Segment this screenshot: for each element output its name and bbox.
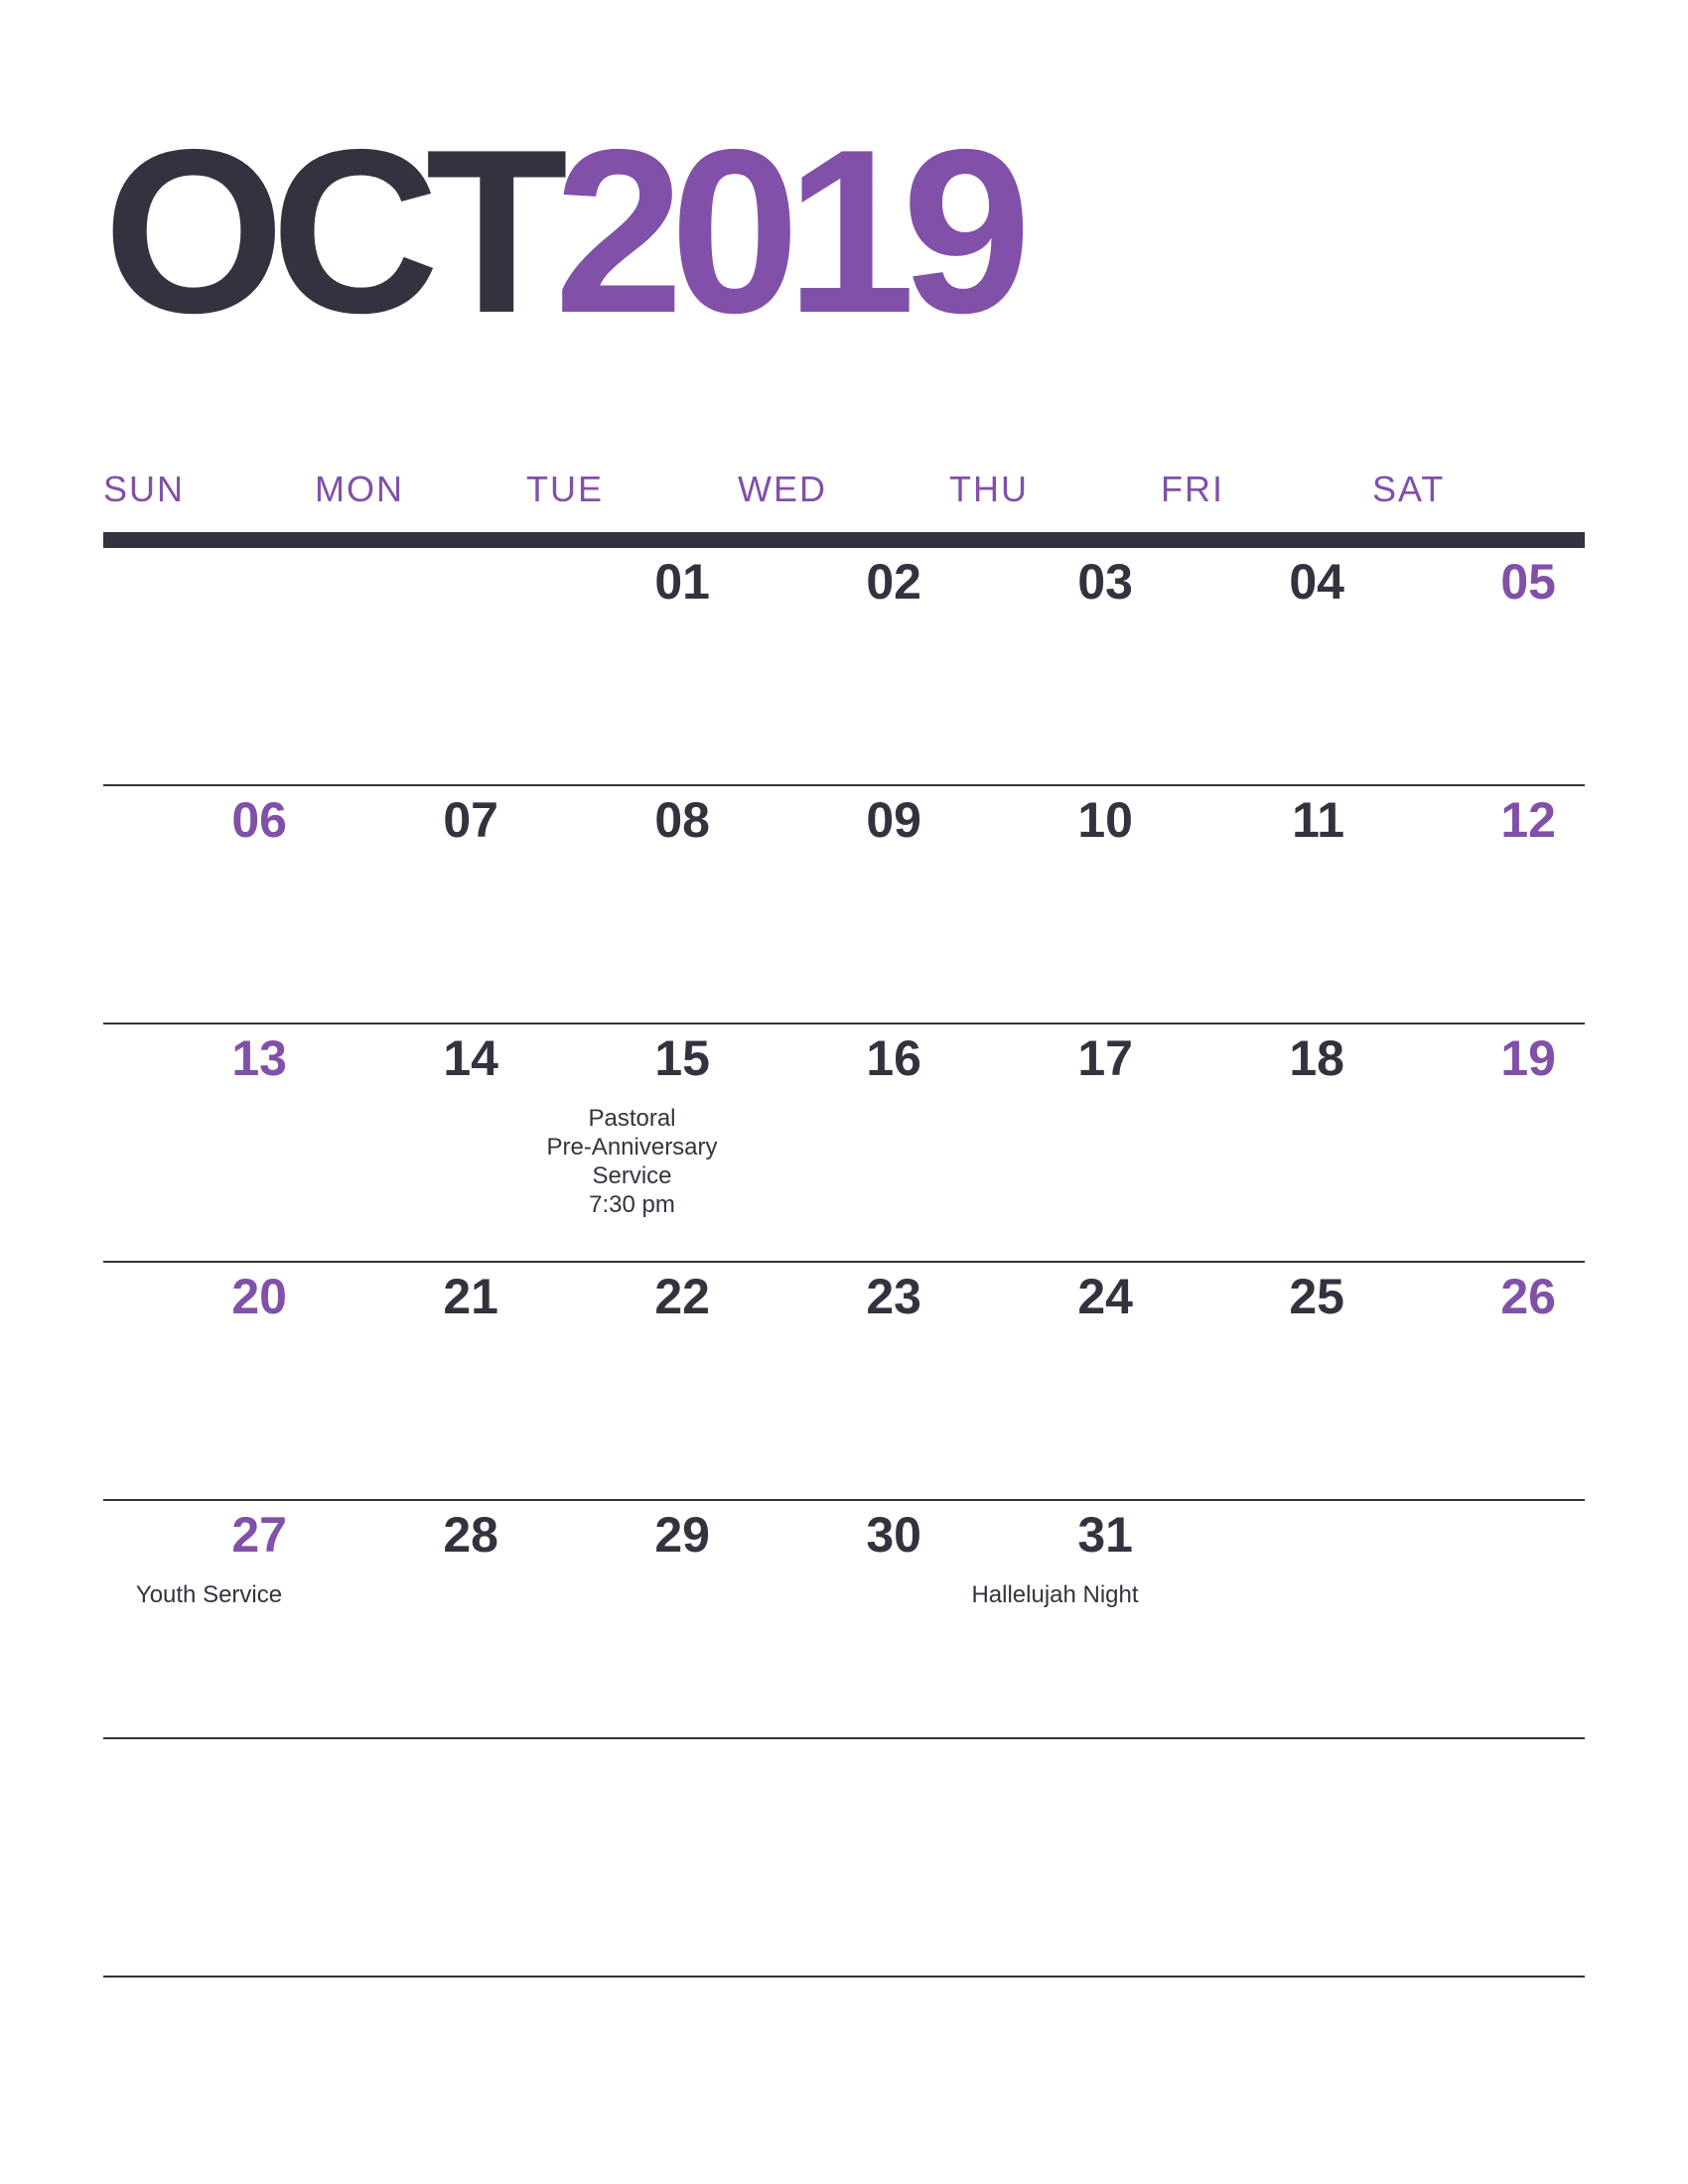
- day-cell[interactable]: [738, 1263, 949, 1499]
- day-number: 27: [231, 1507, 287, 1563]
- day-cell[interactable]: [1372, 548, 1584, 784]
- day-cell[interactable]: [738, 548, 949, 784]
- day-cell[interactable]: [1161, 1024, 1372, 1261]
- weekday-mon: MON: [315, 469, 404, 509]
- day-cell[interactable]: [526, 1263, 738, 1499]
- week-row: [103, 1739, 1585, 1978]
- day-number: 23: [866, 1269, 921, 1324]
- weekday-sun: SUN: [103, 469, 186, 509]
- day-number: 29: [654, 1507, 710, 1563]
- day-number: 16: [866, 1030, 921, 1086]
- day-cell[interactable]: [315, 1739, 526, 1976]
- week-row: [103, 1024, 1585, 1263]
- calendar-grid: [103, 548, 1585, 1978]
- day-cell[interactable]: [103, 1501, 315, 1737]
- weekday-thu: THU: [949, 469, 1029, 509]
- weekday-sat: SAT: [1372, 469, 1446, 509]
- day-number: 20: [231, 1269, 287, 1324]
- day-number: 13: [231, 1030, 287, 1086]
- day-cell[interactable]: [315, 786, 526, 1023]
- day-cell[interactable]: [1372, 1739, 1584, 1976]
- day-cell[interactable]: [949, 1263, 1161, 1499]
- week-divider-line: [103, 1976, 1585, 1978]
- week-row: [103, 1501, 1585, 1739]
- day-cell[interactable]: [949, 1739, 1161, 1976]
- day-number: 05: [1500, 554, 1556, 610]
- day-cell[interactable]: [738, 786, 949, 1023]
- day-number: 03: [1077, 554, 1133, 610]
- day-cell[interactable]: [526, 1501, 738, 1737]
- week-row: [103, 548, 1585, 786]
- week-row: [103, 1263, 1585, 1501]
- weekday-tue: TUE: [526, 469, 604, 509]
- day-cell[interactable]: [526, 1024, 738, 1261]
- day-cell[interactable]: [315, 1024, 526, 1261]
- day-number: 08: [654, 792, 710, 848]
- day-cell[interactable]: [1372, 1024, 1584, 1261]
- weekday-header-row: [103, 465, 1585, 514]
- event-text: Hallelujah Night: [971, 1581, 1139, 1608]
- day-cell[interactable]: [103, 1263, 315, 1499]
- day-cell[interactable]: [1161, 548, 1372, 784]
- day-number: 24: [1077, 1269, 1133, 1324]
- day-cell[interactable]: [526, 1739, 738, 1976]
- day-cell[interactable]: [949, 786, 1161, 1023]
- day-number: 28: [443, 1507, 498, 1563]
- day-number: 02: [866, 554, 921, 610]
- day-number: 12: [1500, 792, 1556, 848]
- day-cell[interactable]: [1161, 1739, 1372, 1976]
- weekday-fri: FRI: [1161, 469, 1224, 509]
- event-text: Youth Service: [135, 1581, 283, 1608]
- day-number: 14: [443, 1030, 498, 1086]
- day-number: 01: [654, 554, 710, 610]
- day-cell[interactable]: [1161, 1501, 1372, 1737]
- day-number: 04: [1289, 554, 1344, 610]
- day-cell[interactable]: [526, 786, 738, 1023]
- day-number: 07: [443, 792, 498, 848]
- day-cell[interactable]: [315, 1263, 526, 1499]
- day-cell[interactable]: [949, 1024, 1161, 1261]
- day-cell[interactable]: [1372, 1263, 1584, 1499]
- day-cell[interactable]: [526, 548, 738, 784]
- day-number: 09: [866, 792, 921, 848]
- week-row: [103, 786, 1585, 1024]
- day-cell[interactable]: [103, 1024, 315, 1261]
- day-cell[interactable]: [103, 1739, 315, 1976]
- day-number: 15: [654, 1030, 710, 1086]
- day-number: 21: [443, 1269, 498, 1324]
- day-cell[interactable]: [315, 548, 526, 784]
- day-cell[interactable]: [1372, 786, 1584, 1023]
- day-number: 06: [231, 792, 287, 848]
- day-number: 18: [1289, 1030, 1344, 1086]
- day-number: 26: [1500, 1269, 1556, 1324]
- header-divider-bar: [103, 532, 1585, 548]
- day-number: 19: [1500, 1030, 1556, 1086]
- year-label: 2019: [554, 100, 1018, 361]
- calendar-title: [103, 100, 1018, 361]
- day-cell[interactable]: [315, 1501, 526, 1737]
- day-cell[interactable]: [103, 786, 315, 1023]
- day-number: 17: [1077, 1030, 1133, 1086]
- event-text: Pastoral Pre-Anniversary Service 7:30 pm: [546, 1105, 718, 1218]
- day-number: 22: [654, 1269, 710, 1324]
- day-cell[interactable]: [738, 1024, 949, 1261]
- day-cell[interactable]: [949, 548, 1161, 784]
- day-number: 10: [1077, 792, 1133, 848]
- day-cell[interactable]: [1161, 1263, 1372, 1499]
- weekday-wed: WED: [738, 469, 827, 509]
- day-number: 30: [866, 1507, 921, 1563]
- day-cell[interactable]: [1372, 1501, 1584, 1737]
- day-number: 25: [1289, 1269, 1344, 1324]
- day-number: 31: [1077, 1507, 1133, 1563]
- day-cell[interactable]: [1161, 786, 1372, 1023]
- day-cell[interactable]: [949, 1501, 1161, 1737]
- month-label: OCT: [103, 100, 555, 361]
- day-cell[interactable]: [738, 1501, 949, 1737]
- day-number: 11: [1292, 792, 1344, 848]
- day-cell[interactable]: [103, 548, 315, 784]
- day-cell[interactable]: [738, 1739, 949, 1976]
